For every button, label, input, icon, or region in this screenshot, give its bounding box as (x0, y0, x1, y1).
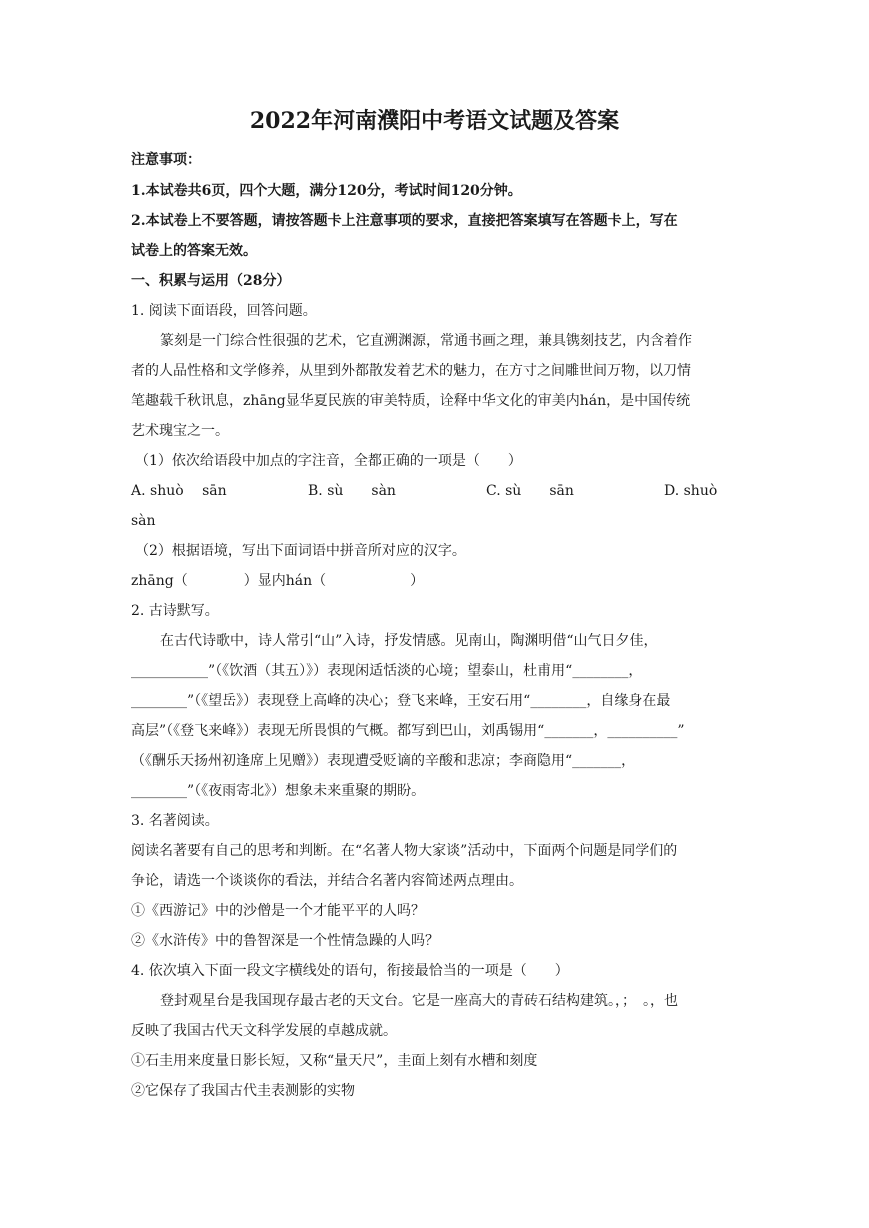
passage-line-2: 者的人品性格和文学修养，从里到外都散发着艺术的魅力，在方寸之间雕世间万物，以刀情 (131, 363, 691, 379)
reading-question-2: ②《水浒传》中的鲁智深是一个性情急躁的人吗？ (131, 933, 439, 949)
q4-sentence-2: ②它保存了我国古代圭表测影的实物 (131, 1083, 355, 1099)
section-heading: 一、积累与运用（28分） (131, 273, 291, 289)
notice-item-1: 1.本试卷共6页，四个大题，满分120分，考试时间120分钟。 (131, 183, 522, 199)
notice-heading: 注意事项： (131, 152, 201, 168)
question-1-stem: 1. 阅读下面语段，回答问题。 (131, 303, 317, 319)
poem-line-1: 在古代诗歌中，诗人常引“山”入诗，抒发情感。见南山，陶渊明借“山气日夕佳， (160, 633, 658, 649)
option-d-wrap: sàn (131, 513, 156, 529)
q4-passage-line-2: 反映了我国古代天文科学发展的卓越成就。 (131, 1023, 397, 1039)
passage-line-3: 笔趣载千秋讯息，zhāng显华夏民族的审美特质，诠释中华文化的审美内hán，是中国传统 (131, 393, 691, 409)
question-2-stem: 2. 古诗默写。 (131, 603, 219, 619)
poem-line-4: 高层”（《登飞来峰》）表现无所畏惧的气概。都写到巴山，刘禹锡用“_______，__________” (131, 723, 685, 739)
option-c: C. sù sān (486, 483, 574, 499)
option-b: B. sù sàn (308, 483, 396, 499)
q4-passage-line-1: 登封观星台是我国现存最古老的天文台。它是一座高大的青砖石结构建筑。，； 。，也 (160, 993, 678, 1009)
poem-line-6: ________”（《夜雨寄北》）想象未来重聚的期盼。 (131, 783, 426, 799)
reading-line-1: 阅读名著要有自己的思考和判断。在“名著人物大家谈”活动中，下面两个问题是同学们的 (131, 843, 678, 859)
reading-line-2: 争论，请选一个谈谈你的看法，并结合名著内容简述两点理由。 (131, 873, 523, 889)
notice-item-2-cont: 试卷上的答案无效。 (131, 243, 257, 259)
option-d: D. shuò (664, 483, 718, 499)
document-title: 2022年河南濮阳中考语文试题及答案 (249, 108, 620, 134)
passage-line-4: 艺术瑰宝之一。 (131, 423, 229, 439)
passage-line-1: 篆刻是一门综合性很强的艺术，它直溯渊源，常通书画之理，兼具镌刻技艺，内含着作 (160, 333, 692, 349)
sub-question-1: （1）依次给语段中加点的字注音，全都正确的一项是（ ） (135, 453, 522, 469)
sub-question-2: （2）根据语境，写出下面词语中拼音所对应的汉字。 (135, 543, 466, 559)
reading-question-1: ①《西游记》中的沙僧是一个才能平平的人吗？ (131, 903, 425, 919)
question-3-stem: 3. 名著阅读。 (131, 813, 219, 829)
poem-line-3: ________”（《望岳》）表现登上高峰的决心；登飞来峰，王安石用“________，自缘身在最 (131, 693, 671, 709)
pinyin-fill: zhāng（ ）显内hán（ ） (131, 573, 425, 589)
option-a: A. shuò sān (131, 483, 227, 499)
poem-line-2: ___________”（《饮酒（其五）》）表现闲适恬淡的心境；望泰山，杜甫用“________， (131, 663, 643, 679)
question-4-stem: 4. 依次填入下面一段文字横线处的语句，衔接最恰当的一项是（ ） (131, 963, 569, 979)
q4-sentence-1: ①石圭用来度量日影长短，又称“量天尺”，圭面上刻有水槽和刻度 (131, 1053, 538, 1069)
poem-line-5: （《酬乐天扬州初逢席上见赠》）表现遭受贬谪的辛酸和悲凉；李商隐用“_______， (131, 753, 636, 769)
notice-item-2: 2.本试卷上不要答题，请按答题卡上注意事项的要求，直接把答案填写在答题卡上，写在 (131, 213, 678, 229)
